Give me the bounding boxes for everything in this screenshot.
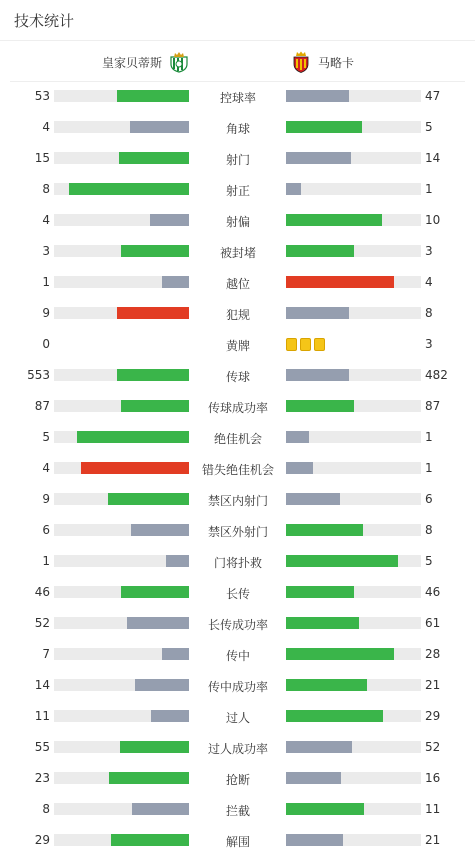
home-bar-track	[54, 462, 189, 474]
stat-row	[0, 608, 475, 639]
home-team-name: 皇家贝蒂斯	[102, 55, 163, 70]
away-bar-track	[286, 183, 421, 195]
home-bar-track	[54, 586, 189, 598]
home-bar-fill	[77, 431, 189, 443]
home-value: 11	[34, 709, 50, 723]
home-bar-fill	[117, 307, 189, 319]
home-value: 53	[34, 89, 50, 103]
home-bar-fill	[111, 834, 189, 846]
away-bar-fill	[286, 772, 341, 784]
stat-row	[0, 112, 475, 143]
away-value: 46	[425, 585, 441, 599]
away-bar-track	[286, 245, 421, 257]
home-value: 0	[42, 337, 50, 351]
away-bar-fill	[286, 369, 349, 381]
home-bar-track	[54, 493, 189, 505]
stat-row	[0, 825, 475, 856]
stat-row	[0, 267, 475, 298]
stat-row	[0, 546, 475, 577]
away-yellow-cards	[286, 338, 325, 351]
home-bar-track	[54, 307, 189, 319]
home-bar-fill	[121, 245, 189, 257]
home-value: 29	[34, 833, 50, 847]
home-bar-fill	[117, 369, 189, 381]
away-bar-fill	[286, 214, 382, 226]
away-team[interactable]	[290, 51, 354, 73]
home-bar-track	[54, 617, 189, 629]
home-value: 8	[42, 802, 50, 816]
away-value: 10	[425, 213, 441, 227]
yellow-card-icon	[300, 338, 311, 351]
yellow-card-icon	[314, 338, 325, 351]
away-value: 47	[425, 89, 441, 103]
home-bar-track	[54, 431, 189, 443]
away-bar-track	[286, 648, 421, 660]
stat-row	[0, 670, 475, 701]
home-bar-fill	[121, 586, 189, 598]
stat-label: 射正	[225, 184, 250, 198]
stat-label: 控球率	[219, 91, 256, 105]
away-bar-track	[286, 803, 421, 815]
home-value: 55	[34, 740, 50, 754]
away-value: 87	[425, 399, 441, 413]
stat-label: 禁区内射门	[207, 494, 268, 508]
stat-label: 过人	[225, 711, 250, 725]
away-bar-track	[286, 834, 421, 846]
stat-label: 禁区外射门	[207, 525, 268, 539]
stat-label: 传中	[225, 649, 250, 663]
stat-label: 射偏	[225, 215, 250, 229]
home-value: 1	[42, 275, 50, 289]
home-bar-fill	[130, 121, 189, 133]
home-bar-fill	[162, 648, 189, 660]
stat-label: 门将扑救	[213, 556, 262, 570]
stat-row	[0, 453, 475, 484]
home-bar-fill	[117, 90, 189, 102]
stat-row	[0, 422, 475, 453]
home-bar-track	[54, 121, 189, 133]
away-bar-track	[286, 369, 421, 381]
home-bar-fill	[166, 555, 189, 567]
home-bar-fill	[132, 803, 189, 815]
away-value: 3	[425, 244, 433, 258]
home-bar-fill	[119, 152, 189, 164]
away-bar-track	[286, 462, 421, 474]
away-bar-track	[286, 276, 421, 288]
home-bar-track	[54, 679, 189, 691]
away-bar-fill	[286, 90, 349, 102]
away-bar-track	[286, 679, 421, 691]
stat-row	[0, 391, 475, 422]
away-bar-track	[286, 90, 421, 102]
stat-label: 传球	[225, 370, 250, 384]
home-bar-fill	[108, 493, 189, 505]
away-bar-track	[286, 214, 421, 226]
away-bar-fill	[286, 276, 394, 288]
home-value: 553	[27, 368, 50, 382]
home-value: 4	[42, 120, 50, 134]
stat-row	[0, 763, 475, 794]
home-bar-fill	[120, 741, 189, 753]
home-bar-track	[54, 400, 189, 412]
stat-label: 犯规	[225, 308, 250, 322]
home-value: 9	[42, 306, 50, 320]
stat-label: 长传	[225, 587, 250, 601]
away-bar-fill	[286, 524, 363, 536]
away-bar-fill	[286, 183, 301, 195]
betis-crest-icon	[168, 51, 190, 73]
mallorca-crest-icon	[290, 51, 312, 73]
away-value: 8	[425, 523, 433, 537]
away-bar-fill	[286, 710, 383, 722]
stat-label: 错失绝佳机会	[201, 463, 274, 477]
away-value: 29	[425, 709, 441, 723]
away-bar-fill	[286, 307, 349, 319]
away-bar-fill	[286, 741, 352, 753]
home-value: 87	[34, 399, 50, 413]
home-value: 9	[42, 492, 50, 506]
home-bar-track	[54, 214, 189, 226]
home-bar-fill	[121, 400, 189, 412]
home-value: 1	[42, 554, 50, 568]
home-team[interactable]	[102, 51, 190, 73]
home-bar-track	[54, 741, 189, 753]
away-value: 6	[425, 492, 433, 506]
home-bar-fill	[162, 276, 189, 288]
stat-row	[0, 143, 475, 174]
home-value: 3	[42, 244, 50, 258]
away-value: 11	[425, 802, 441, 816]
away-value: 21	[425, 678, 441, 692]
home-bar-fill	[135, 679, 189, 691]
stat-row	[0, 236, 475, 267]
home-value: 23	[34, 771, 50, 785]
home-value: 6	[42, 523, 50, 537]
away-bar-track	[286, 555, 421, 567]
home-bar-fill	[81, 462, 189, 474]
home-bar-fill	[69, 183, 189, 195]
stat-label: 解围	[225, 835, 250, 849]
home-value: 46	[34, 585, 50, 599]
stat-label: 传中成功率	[207, 680, 268, 694]
away-bar-fill	[286, 431, 309, 443]
home-bar-fill	[150, 214, 189, 226]
stat-row	[0, 360, 475, 391]
home-value: 8	[42, 182, 50, 196]
home-value: 7	[42, 647, 50, 661]
home-bar-track	[54, 90, 189, 102]
away-bar-track	[286, 524, 421, 536]
stat-row	[0, 484, 475, 515]
away-value: 16	[425, 771, 441, 785]
away-bar-track	[286, 710, 421, 722]
home-value: 4	[42, 213, 50, 227]
away-value: 8	[425, 306, 433, 320]
away-bar-track	[286, 152, 421, 164]
away-value: 3	[425, 337, 433, 351]
home-bar-fill	[131, 524, 189, 536]
stat-row	[0, 701, 475, 732]
away-bar-fill	[286, 834, 343, 846]
away-value: 5	[425, 120, 433, 134]
stat-label: 被封堵	[219, 246, 256, 260]
away-value: 5	[425, 554, 433, 568]
away-value: 14	[425, 151, 441, 165]
home-bar-track	[54, 276, 189, 288]
away-value: 4	[425, 275, 433, 289]
away-bar-fill	[286, 803, 364, 815]
home-value: 14	[34, 678, 50, 692]
yellow-card-icon	[286, 338, 297, 351]
away-bar-track	[286, 617, 421, 629]
home-bar-track	[54, 772, 189, 784]
away-bar-track	[286, 772, 421, 784]
away-value: 52	[425, 740, 441, 754]
stat-row	[0, 639, 475, 670]
away-bar-track	[286, 121, 421, 133]
away-bar-fill	[286, 586, 354, 598]
stat-row	[0, 298, 475, 329]
home-bar-track	[54, 245, 189, 257]
stats-list	[0, 81, 475, 856]
home-bar-track	[54, 152, 189, 164]
stat-row	[0, 577, 475, 608]
home-bar-fill	[127, 617, 189, 629]
home-bar-track	[54, 369, 189, 381]
away-bar-track	[286, 400, 421, 412]
home-value: 5	[42, 430, 50, 444]
stat-label: 越位	[225, 277, 250, 291]
home-bar-track	[54, 183, 189, 195]
stat-label: 拦截	[225, 804, 250, 818]
teams-header	[0, 41, 475, 81]
away-bar-track	[286, 741, 421, 753]
stat-row	[0, 794, 475, 825]
stat-row	[0, 81, 475, 112]
away-bar-track	[286, 493, 421, 505]
stat-row	[0, 174, 475, 205]
home-value: 52	[34, 616, 50, 630]
home-bar-track	[54, 524, 189, 536]
home-value: 15	[34, 151, 50, 165]
stat-label: 过人成功率	[207, 742, 268, 756]
away-value: 1	[425, 430, 433, 444]
away-value: 1	[425, 182, 433, 196]
stat-row	[0, 515, 475, 546]
stat-label: 角球	[225, 122, 250, 136]
away-bar-track	[286, 307, 421, 319]
away-bar-fill	[286, 555, 398, 567]
away-team-name: 马略卡	[318, 55, 355, 70]
stat-label: 传球成功率	[207, 401, 268, 415]
home-bar-fill	[151, 710, 189, 722]
stat-label: 长传成功率	[207, 618, 268, 632]
home-bar-track	[54, 648, 189, 660]
away-bar-fill	[286, 245, 354, 257]
home-bar-track	[54, 803, 189, 815]
away-bar-track	[286, 431, 421, 443]
away-value: 61	[425, 616, 441, 630]
stat-row	[0, 329, 475, 360]
stat-row	[0, 732, 475, 763]
away-bar-fill	[286, 617, 359, 629]
away-bar-fill	[286, 493, 340, 505]
away-bar-fill	[286, 462, 313, 474]
away-bar-fill	[286, 648, 394, 660]
away-bar-track	[286, 586, 421, 598]
away-bar-fill	[286, 121, 362, 133]
away-value: 1	[425, 461, 433, 475]
home-bar-track	[54, 834, 189, 846]
home-bar-track	[54, 710, 189, 722]
page-title: 技术统计	[14, 12, 75, 30]
home-bar-fill	[109, 772, 189, 784]
stat-row	[0, 205, 475, 236]
stat-label: 抢断	[225, 773, 250, 787]
home-value: 4	[42, 461, 50, 475]
stat-label: 黄牌	[225, 339, 250, 353]
away-value: 21	[425, 833, 441, 847]
away-value: 28	[425, 647, 441, 661]
away-bar-fill	[286, 679, 367, 691]
home-bar-track	[54, 555, 189, 567]
stat-label: 射门	[225, 153, 250, 167]
stat-label: 绝佳机会	[213, 432, 262, 446]
away-value: 482	[425, 368, 448, 382]
away-bar-fill	[286, 400, 354, 412]
away-bar-fill	[286, 152, 351, 164]
